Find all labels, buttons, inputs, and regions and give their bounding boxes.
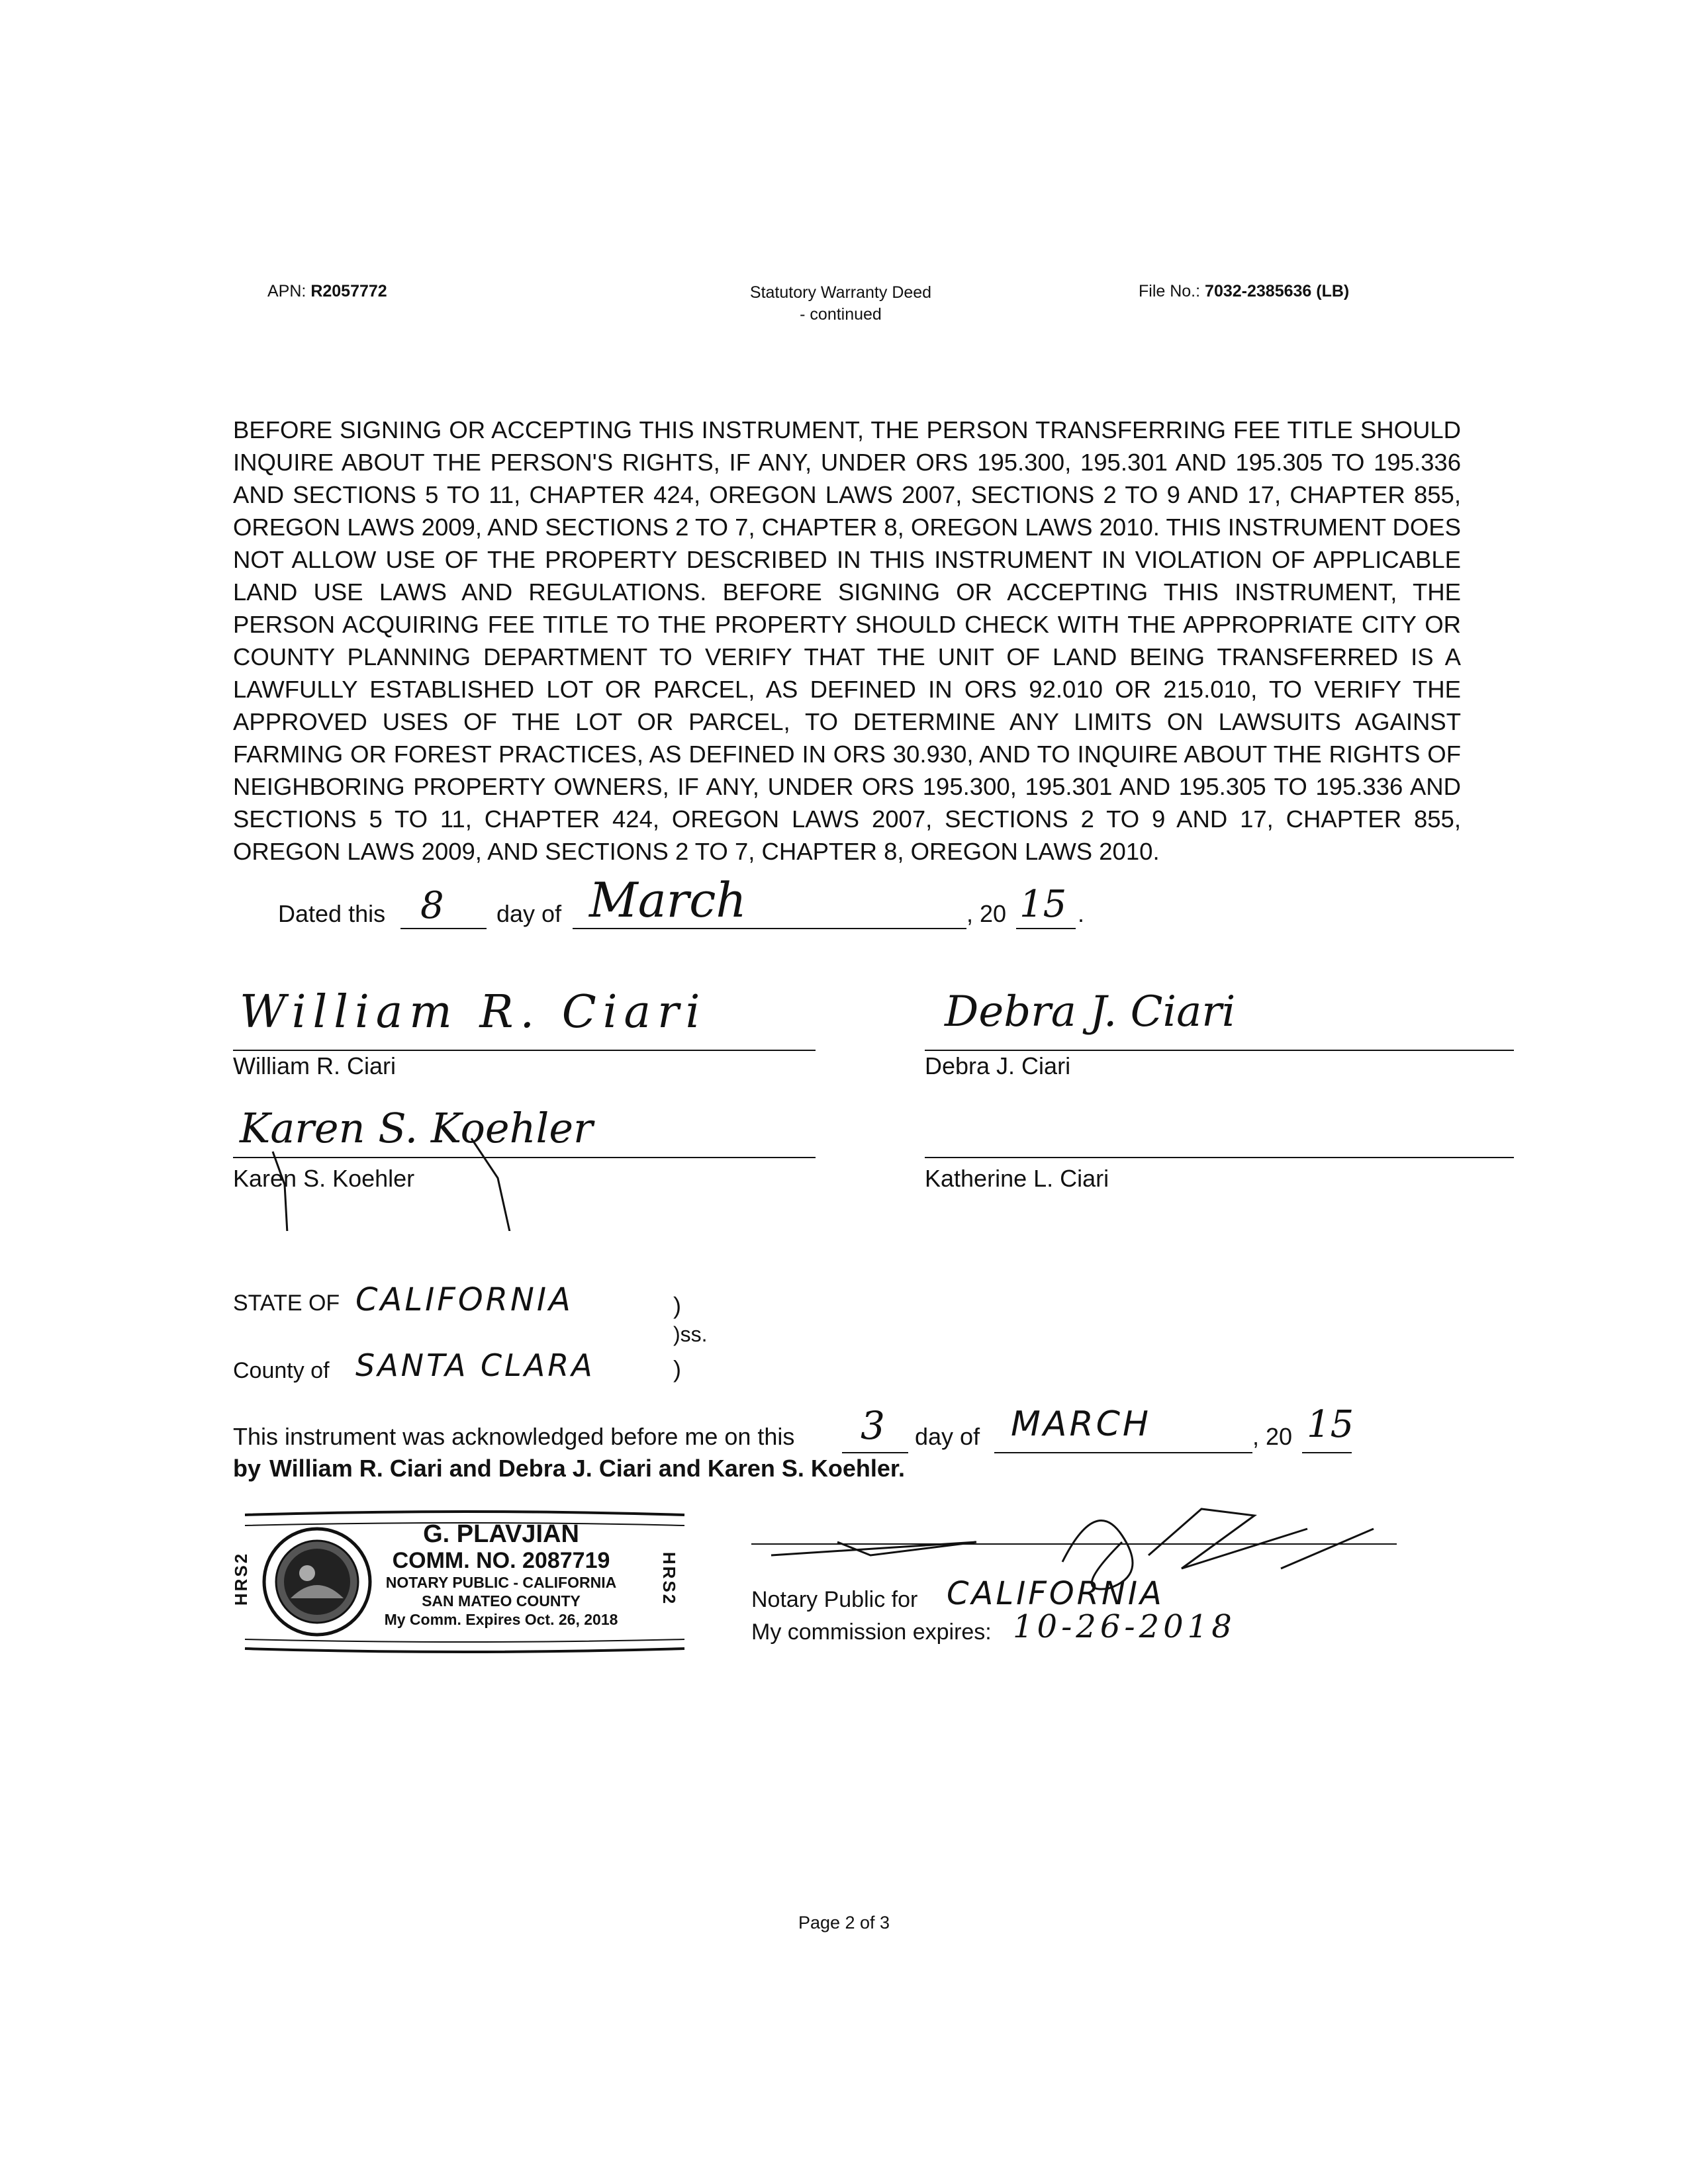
signature-debra-handwritten: Debra J. Ciari (945, 987, 1236, 1036)
signature-william (233, 986, 816, 1092)
ack-names: William R. Ciari and Debra J. Ciari and Karen S. Koehler. (269, 1455, 905, 1482)
signer-name-katherine: Katherine L. Ciari (925, 1165, 1109, 1192)
dated-month-handwritten: March (589, 872, 747, 928)
ack-line1-prefix: This instrument was acknowledged before me on this (233, 1423, 795, 1450)
dated-year-prefix: , 20 (966, 900, 1007, 927)
dated-year-handwritten: 15 (1019, 883, 1067, 926)
land-use-disclosure (233, 414, 1461, 868)
stamp-side-left: HRS2 (231, 1551, 252, 1606)
dated-suffix: . (1078, 900, 1085, 927)
stamp-text-block (369, 1520, 633, 1629)
apn-block (267, 282, 387, 301)
signature-line-katherine (925, 1099, 1514, 1158)
signer-name-william: William R. Ciari (233, 1052, 396, 1079)
dated-day-of: day of (496, 900, 562, 927)
commission-expires-handwritten: 10-26-2018 (1013, 1608, 1236, 1645)
disclosure-paragraph: BEFORE SIGNING OR ACCEPTING THIS INSTRUMENT, THE PERSON TRANSFERRING FEE TITLE SHOULD INQUIRE ABOUT THE PERSON'S RIGHTS, IF ANY, UNDER ORS 195.300, 195.301 AND 195.305 TO 195.336 AND SECTIONS 5 TO 11, CHAPTER 424, OREGON LAWS 2007, SECTIONS 2 TO 9 AND 17, CHAPTER 855, OREGON LAWS 2009, AND SECTIONS 2 TO 7, CHAPTER 8, OREGON LAWS 2010. THIS INSTRUMENT DOES NOT ALLOW USE OF THE PROPERTY DESCRIBED IN THIS INSTRUMENT IN VIOLATION OF APPLICABLE LAND USE LAWS AND REGULATIONS. BEFORE SIGNING OR ACCEPTING THIS INSTRUMENT, THE PERSON ACQUIRING FEE TITLE TO THE PROPERTY SHOULD CHECK WITH THE APPROPRIATE CITY OR COUNTY PLANNING DEPARTMENT TO VERIFY THAT THE UNIT OF LAND BEING TRANSFERRED IS A LAWFULLY ESTABLISHED LOT OR PARCEL, AS DEFINED IN ORS 92.010 OR 215.010, TO VERIFY THE APPROVED USES OF THE LOT OR PARCEL, TO DETERMINE ANY LIMITS ON LAWSUITS AGAINST FARMING OR FOREST PRACTICES, AS DEFINED IN ORS 30.930, AND TO INQUIRE ABOUT THE RIGHTS OF NEIGHBORING PROPERTY OWNERS, IF ANY, UNDER ORS 195.300, 195.301 AND 195.305 TO 195.336 AND SECTIONS 5 TO 11, CHAPTER 424, OREGON LAWS 2007, SECTIONS 2 TO 9 AND 17, CHAPTER 855, OREGON LAWS 2009, AND SECTIONS 2 TO 7, CHAPTER 8, OREGON LAWS 2010. (233, 416, 1461, 865)
ack-month-handwritten: MARCH (1011, 1404, 1151, 1444)
stamp-notary-name: G. PLAVJIAN (423, 1520, 579, 1548)
county-handwritten: SANTA CLARA (355, 1347, 595, 1383)
signature-karen-handwritten: Karen S. Koehler (240, 1104, 593, 1152)
file-number-block (1139, 282, 1349, 301)
signature-katherine (925, 1099, 1514, 1205)
signer-name-karen: Karen S. Koehler (233, 1165, 415, 1192)
ack-day-of: day of (915, 1423, 980, 1450)
state-handwritten: CALIFORNIA (355, 1281, 573, 1318)
signature-karen (233, 1099, 816, 1231)
apn-value: R2057772 (310, 282, 387, 300)
stamp-county: SAN MATEO COUNTY (422, 1592, 581, 1610)
ack-year-handwritten: 15 (1307, 1403, 1354, 1446)
ack-year-prefix: , 20 (1252, 1423, 1293, 1450)
document-title-line2: - continued (800, 305, 882, 324)
stamp-comm-no: COMM. NO. 2087719 (392, 1548, 610, 1573)
state-label: STATE OF (233, 1291, 340, 1316)
venue-ss: )ss. (673, 1322, 708, 1346)
venue-paren-2: ) (673, 1355, 681, 1383)
dated-line (278, 872, 1139, 933)
document-title (695, 282, 986, 326)
stamp-title: NOTARY PUBLIC - CALIFORNIA (385, 1574, 617, 1591)
notary-public-for-handwritten: CALIFORNIA (947, 1575, 1164, 1612)
venue-block (233, 1277, 763, 1383)
signature-debra (925, 986, 1514, 1092)
ack-by-prefix: by (233, 1455, 261, 1482)
apn-label: APN: (267, 282, 306, 300)
notary-public-for-label: Notary Public for (751, 1587, 918, 1612)
california-seal (261, 1525, 373, 1638)
signer-name-debra: Debra J. Ciari (925, 1052, 1071, 1079)
file-number-label: File No.: (1139, 282, 1201, 300)
stamp-expires: My Comm. Expires Oct. 26, 2018 (384, 1611, 618, 1628)
file-number-value: 7032-2385636 (LB) (1205, 282, 1350, 300)
county-label: County of (233, 1358, 330, 1383)
ack-day-handwritten: 3 (861, 1403, 885, 1448)
page-number: Page 2 of 3 (798, 1913, 890, 1933)
stamp-side-right: HRS2 (659, 1551, 680, 1606)
notary-stamp (231, 1506, 690, 1658)
document-title-line1: Statutory Warranty Deed (749, 283, 932, 302)
notary-signature-block (751, 1469, 1413, 1668)
commission-expires-label: My commission expires: (751, 1619, 992, 1645)
dated-day-handwritten: 8 (420, 884, 444, 927)
signature-karen-flourish (233, 1099, 816, 1231)
notary-signature-line (751, 1543, 1397, 1545)
signature-william-handwritten: William R. Ciari (240, 986, 707, 1038)
venue-paren-1: ) (673, 1292, 681, 1319)
dated-prefix: Dated this (278, 900, 386, 927)
